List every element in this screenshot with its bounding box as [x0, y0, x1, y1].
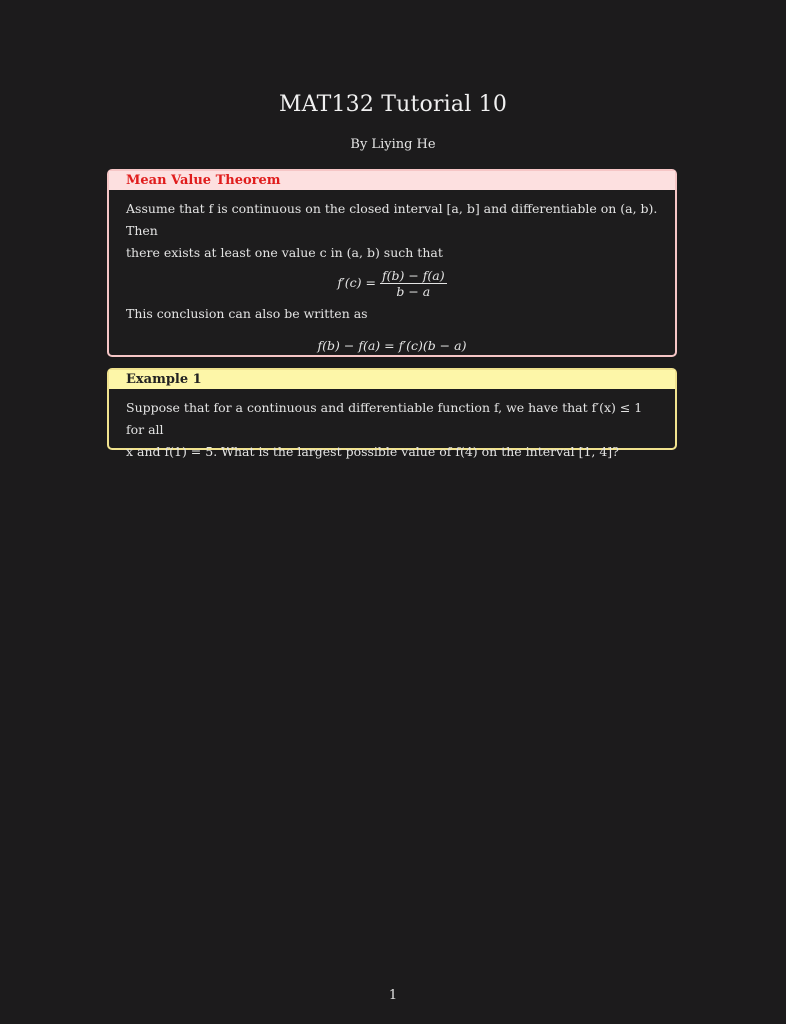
mvt-formula-fraction — [380, 268, 447, 299]
document-title: MAT132 Tutorial 10 — [278, 92, 508, 117]
theorem-statement-line-1: Assume that f is continuous on the closed interval [a, b] and differentiable on (a, b). Then — [126, 201, 658, 238]
theorem-heading: Mean Value Theorem — [109, 171, 675, 190]
mvt-formula-lhs: f′(c) = — [337, 275, 377, 290]
example-line-2: x and f(1) = 5. What is the largest possible value of f(4) on the interval [1, 4]? — [126, 444, 619, 459]
mvt-alternate-formula: f(b) − f(a) = f′(c)(b − a) — [317, 338, 467, 353]
document-author: By Liying He — [350, 137, 436, 152]
theorem-conclusion-text: This conclusion can also be written as — [126, 306, 368, 321]
theorem-box — [107, 169, 677, 357]
mvt-formula-numerator: f(b) − f(a) — [382, 268, 445, 283]
example-heading: Example 1 — [109, 370, 675, 389]
mvt-formula-denominator: b − a — [396, 284, 431, 299]
example-box — [107, 368, 677, 459]
theorem-statement-line-2: there exists at least one value c in (a, b) such that — [126, 245, 443, 260]
theorem-body — [109, 190, 675, 357]
example-line-1: Suppose that for a continuous and differentiable function f, we have that f′(x) ≤ 1 for all — [126, 400, 643, 437]
example-body — [109, 389, 675, 463]
page-number: 1 — [388, 988, 398, 1003]
mvt-formula — [126, 268, 658, 299]
